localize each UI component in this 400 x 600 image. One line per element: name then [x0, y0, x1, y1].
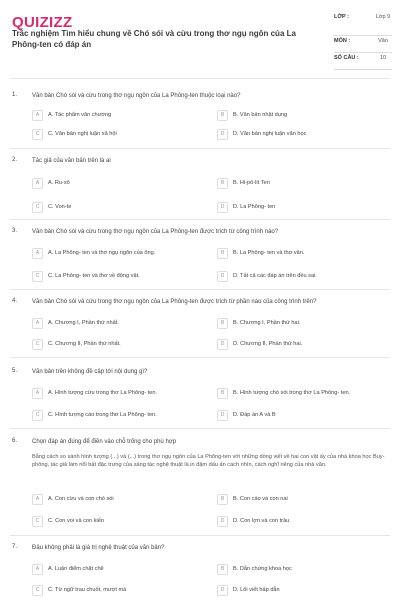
option-letter-box: D	[217, 129, 228, 140]
option-text: A. Tác phẩm văn chương	[48, 112, 112, 118]
worksheet-title: Trắc nghiệm Tìm hiểu chung về Chó sói và cừu trong thơ ngụ ngôn của La Phông-ten có đáp án	[12, 29, 296, 49]
option-letter-box: A	[32, 494, 43, 505]
worksheet-meta	[334, 12, 392, 70]
option-text: B. Hình tượng chó sói trong thơ La Phông- ten.	[233, 390, 351, 396]
option-d[interactable]	[217, 128, 306, 140]
option-text: D. Tất cả các đáp án trên đều sai.	[233, 273, 317, 279]
count-row	[334, 53, 392, 70]
option-text: B. Hi-pô-lít Ten	[233, 180, 270, 186]
option-b[interactable]	[217, 177, 270, 189]
question-text: Văn bản Chó sói và cừu trong thơ ngụ ngôn của La Phông-ten được trích từ phần nào của công trình trên?	[32, 299, 317, 305]
option-text: C. Văn bản nghị luận xã hội	[48, 131, 117, 137]
option-letter-box: C	[32, 339, 43, 350]
option-a[interactable]	[32, 493, 114, 505]
option-c[interactable]	[32, 270, 140, 282]
question-paragraph: Bằng cách so sánh hình tượng (...) và (...) trong thơ ngụ ngôn của La Phông-ten với những dòng viết về hai con vật ấy của nhà khoa học Buy- phông, tác giả làm nổi bật đặc trưng của sáng tác nghệ thuật là in đậm dấu ấn cách nhìn, cách nghĩ riêng của nhà văn.	[32, 454, 385, 468]
option-text: C. Từ ngữ trau chuốt, mượt mà	[48, 587, 127, 593]
question-6	[12, 438, 390, 536]
grade-row	[334, 12, 392, 36]
count-value: 10	[379, 55, 387, 61]
question-1	[12, 92, 390, 152]
option-b[interactable]	[217, 109, 287, 121]
question-3	[12, 228, 390, 288]
question-number: 5.	[12, 368, 18, 374]
option-text: C. Con voi và con kiến	[48, 518, 104, 524]
option-a[interactable]	[32, 387, 157, 399]
option-text: B. Con cáo và con nai	[233, 496, 288, 502]
option-c[interactable]	[32, 584, 126, 596]
option-b[interactable]	[217, 387, 350, 399]
option-letter-box: B	[217, 110, 228, 121]
option-letter-box: A	[32, 388, 43, 399]
option-letter-box: B	[217, 318, 228, 329]
question-number: 3.	[12, 228, 18, 234]
option-letter-box: B	[217, 248, 228, 259]
option-letter-box: C	[32, 585, 43, 596]
option-letter-box: A	[32, 248, 43, 259]
grade-label: LỚP :	[334, 14, 349, 20]
question-2	[12, 157, 390, 217]
option-a[interactable]	[32, 317, 119, 329]
option-letter-box: B	[217, 388, 228, 399]
option-letter-box: D	[217, 271, 228, 282]
option-text: D. Con lợn và con trâu	[233, 518, 290, 524]
option-letter-box: B	[217, 178, 228, 189]
header-divider	[10, 78, 390, 79]
question-5	[12, 368, 390, 428]
option-letter-box: D	[217, 339, 228, 350]
option-text: A. Hình tượng cừu trong thơ La Phông- ten.	[48, 390, 158, 396]
option-c[interactable]	[32, 338, 121, 350]
option-d[interactable]	[217, 584, 280, 596]
option-d[interactable]	[217, 270, 317, 282]
option-c[interactable]	[32, 128, 117, 140]
option-letter-box: A	[32, 178, 43, 189]
subject-label: MÔN :	[334, 38, 351, 44]
option-c[interactable]	[32, 515, 104, 527]
option-a[interactable]	[32, 247, 155, 259]
question-number: 4.	[12, 298, 18, 304]
option-text: A. Luận điểm chặt chẽ	[48, 566, 104, 572]
option-text: C. Hình tượng cáo trong thơ La Phông- ten.	[48, 412, 157, 418]
option-text: A. Con cừu và con chó sói	[48, 496, 114, 502]
option-text: B. Văn bản nhật dụng	[233, 112, 288, 118]
question-text: Văn bản Chó sói và cừu trong thơ ngụ ngôn của La Phông-ten thuộc loại nào?	[32, 93, 241, 99]
question-number: 2.	[12, 157, 18, 163]
option-b[interactable]	[217, 493, 288, 505]
count-label: SỐ CÂU :	[334, 55, 359, 61]
option-text: B. Dẫn chứng khoa học	[233, 566, 292, 572]
option-letter-box: D	[217, 516, 228, 527]
option-b[interactable]	[217, 317, 300, 329]
meta-divider	[334, 35, 392, 36]
question-number: 7.	[12, 544, 18, 550]
option-letter-box: C	[32, 202, 43, 213]
option-letter-box: A	[32, 564, 43, 575]
option-text: C. Chương II, Phần thứ nhất.	[48, 341, 121, 347]
question-divider	[10, 219, 390, 220]
option-b[interactable]	[217, 247, 304, 259]
option-letter-box: C	[32, 129, 43, 140]
option-text: D. Văn bản nghị luận văn học	[233, 131, 307, 137]
option-d[interactable]	[217, 515, 289, 527]
option-d[interactable]	[217, 201, 275, 213]
option-text: C. La Phông- ten và thơ về động vật.	[48, 273, 140, 279]
question-text: Tác giả của văn bản trên là ai	[32, 158, 111, 164]
option-text: C. Von-te	[48, 204, 72, 210]
question-divider	[10, 289, 390, 290]
option-c[interactable]	[32, 201, 71, 213]
option-letter-box: D	[217, 202, 228, 213]
meta-divider	[334, 52, 392, 53]
option-a[interactable]	[32, 563, 104, 575]
option-c[interactable]	[32, 409, 157, 421]
option-text: A. Chương I, Phần thứ nhất.	[48, 320, 119, 326]
question-text: Văn bản trên không đề cập tới nội dung gì?	[32, 369, 148, 375]
option-letter-box: D	[217, 585, 228, 596]
option-text: D. Lối viết hấp dẫn	[233, 587, 280, 593]
option-text: B. Chương I, Phần thứ hai.	[233, 320, 301, 326]
subject-row	[334, 36, 392, 53]
question-divider	[10, 148, 390, 149]
question-divider	[10, 357, 390, 358]
option-a[interactable]	[32, 177, 70, 189]
meta-divider	[334, 69, 392, 70]
option-letter-box: C	[32, 271, 43, 282]
question-number: 6.	[12, 438, 18, 444]
grade-value: Lớp 9	[375, 14, 391, 20]
option-letter-box: B	[217, 564, 228, 575]
option-text: A. La Phông- ten và thơ ngụ ngôn của ông.	[48, 250, 156, 256]
option-letter-box: A	[32, 318, 43, 329]
question-text: Chọn đáp án đúng để điền vào chỗ trống cho phù hợp	[32, 439, 177, 445]
question-text: Đâu không phải là giá trị nghệ thuật của văn bản?	[32, 545, 165, 551]
option-letter-box: B	[217, 494, 228, 505]
option-text: B. La Phông- ten và thơ văn.	[233, 250, 305, 256]
question-divider	[10, 535, 390, 536]
question-4	[12, 298, 390, 358]
option-text: D. Đáp án A và B	[233, 412, 276, 418]
option-d[interactable]	[217, 338, 302, 350]
question-7	[12, 544, 390, 600]
question-number: 1.	[12, 92, 18, 98]
subject-value: Văn	[378, 38, 388, 44]
question-text: Văn bản Chó sói và cừu trong thơ ngụ ngôn của La Phông-ten được trích từ công trình nào?	[32, 229, 279, 235]
option-d[interactable]	[217, 409, 276, 421]
option-letter-box: C	[32, 410, 43, 421]
option-letter-box: C	[32, 516, 43, 527]
option-text: D. Chương II, Phần thứ hai.	[233, 341, 303, 347]
option-text: D. La Phông- ten	[233, 204, 276, 210]
option-b[interactable]	[217, 563, 292, 575]
option-letter-box: A	[32, 110, 43, 121]
option-a[interactable]	[32, 109, 111, 121]
option-letter-box: D	[217, 410, 228, 421]
quizizz-logo: QUIZIZZ	[12, 14, 73, 31]
question-divider	[10, 428, 390, 429]
option-text: A. Ru-xô	[48, 180, 70, 186]
